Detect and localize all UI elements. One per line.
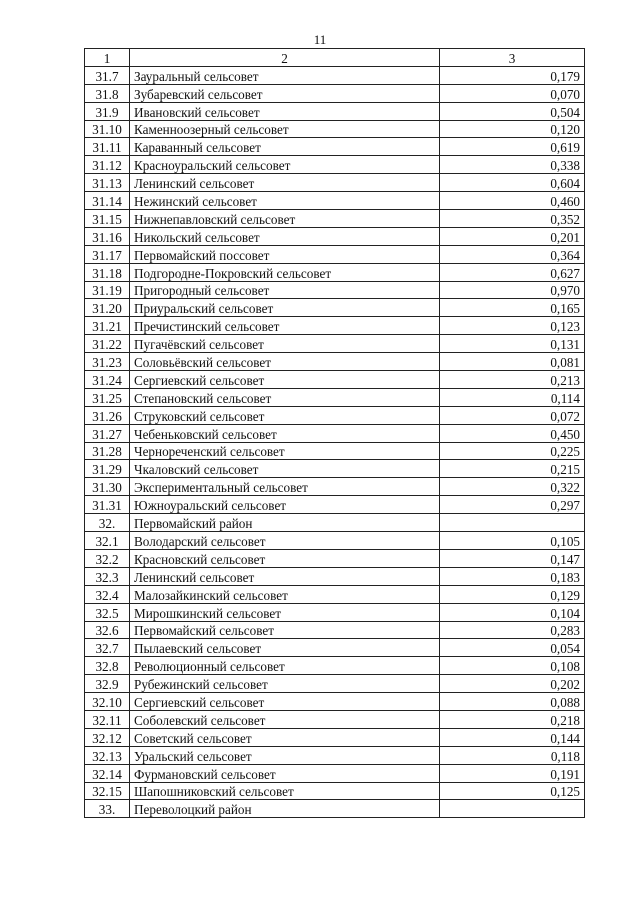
row-number-cell: 32.14 bbox=[85, 764, 130, 782]
row-value-cell: 0,191 bbox=[440, 764, 585, 782]
row-name-cell: Малозайкинский сельсовет bbox=[130, 585, 440, 603]
row-number-cell: 31.10 bbox=[85, 120, 130, 138]
row-number-cell: 32.4 bbox=[85, 585, 130, 603]
table-row bbox=[85, 675, 585, 693]
table-row bbox=[85, 281, 585, 299]
row-value-cell: 0,215 bbox=[440, 460, 585, 478]
row-name-cell: Советский сельсовет bbox=[130, 728, 440, 746]
row-value-cell: 0,202 bbox=[440, 675, 585, 693]
row-number-cell: 31.12 bbox=[85, 156, 130, 174]
row-value-cell: 0,131 bbox=[440, 335, 585, 353]
row-value-cell: 0,322 bbox=[440, 478, 585, 496]
row-name-cell: Соболевский сельсовет bbox=[130, 710, 440, 728]
row-number-cell: 31.26 bbox=[85, 406, 130, 424]
table-row bbox=[85, 549, 585, 567]
row-name-cell: Мирошкинский сельсовет bbox=[130, 603, 440, 621]
table-row bbox=[85, 353, 585, 371]
table-row bbox=[85, 657, 585, 675]
row-number-cell: 31.27 bbox=[85, 424, 130, 442]
row-number-cell: 31.31 bbox=[85, 496, 130, 514]
row-value-cell: 0,970 bbox=[440, 281, 585, 299]
row-number-cell: 32.12 bbox=[85, 728, 130, 746]
row-value-cell: 0,123 bbox=[440, 317, 585, 335]
row-value-cell: 0,081 bbox=[440, 353, 585, 371]
row-number-cell: 31.21 bbox=[85, 317, 130, 335]
table-row bbox=[85, 532, 585, 550]
table-row bbox=[85, 156, 585, 174]
row-name-cell: Южноуральский сельсовет bbox=[130, 496, 440, 514]
table-row bbox=[85, 299, 585, 317]
table-row bbox=[85, 585, 585, 603]
row-value-cell: 0,619 bbox=[440, 138, 585, 156]
row-name-cell: Революционный сельсовет bbox=[130, 657, 440, 675]
table-row bbox=[85, 424, 585, 442]
row-name-cell: Переволоцкий район bbox=[130, 800, 440, 818]
header-cell-number: 1 bbox=[85, 49, 130, 67]
row-number-cell: 31.22 bbox=[85, 335, 130, 353]
row-name-cell: Первомайский район bbox=[130, 514, 440, 532]
row-number-cell: 33. bbox=[85, 800, 130, 818]
row-name-cell: Красновский сельсовет bbox=[130, 549, 440, 567]
table-row bbox=[85, 782, 585, 800]
row-number-cell: 31.8 bbox=[85, 84, 130, 102]
row-name-cell: Нежинский сельсовет bbox=[130, 192, 440, 210]
table-row bbox=[85, 478, 585, 496]
row-name-cell: Никольский сельсовет bbox=[130, 227, 440, 245]
row-name-cell: Фурмановский сельсовет bbox=[130, 764, 440, 782]
data-table bbox=[84, 48, 585, 818]
table-row bbox=[85, 496, 585, 514]
row-name-cell: Ленинский сельсовет bbox=[130, 567, 440, 585]
row-name-cell: Первомайский поссовет bbox=[130, 245, 440, 263]
row-name-cell: Ленинский сельсовет bbox=[130, 174, 440, 192]
row-name-cell: Пугачёвский сельсовет bbox=[130, 335, 440, 353]
row-number-cell: 32.9 bbox=[85, 675, 130, 693]
table-row bbox=[85, 764, 585, 782]
table-row bbox=[85, 84, 585, 102]
row-name-cell: Подгородне-Покровский сельсовет bbox=[130, 263, 440, 281]
row-number-cell: 31.28 bbox=[85, 442, 130, 460]
row-value-cell: 0,144 bbox=[440, 728, 585, 746]
row-name-cell: Пречистинский сельсовет bbox=[130, 317, 440, 335]
table-row bbox=[85, 66, 585, 84]
row-name-cell: Соловьёвский сельсовет bbox=[130, 353, 440, 371]
row-name-cell: Шапошниковский сельсовет bbox=[130, 782, 440, 800]
row-name-cell: Володарский сельсовет bbox=[130, 532, 440, 550]
row-value-cell: 0,604 bbox=[440, 174, 585, 192]
row-name-cell: Чернореченский сельсовет bbox=[130, 442, 440, 460]
table-row bbox=[85, 693, 585, 711]
table-row bbox=[85, 192, 585, 210]
table-row bbox=[85, 388, 585, 406]
row-name-cell: Каменноозерный сельсовет bbox=[130, 120, 440, 138]
row-value-cell: 0,627 bbox=[440, 263, 585, 281]
row-number-cell: 32.8 bbox=[85, 657, 130, 675]
row-name-cell: Приуральский сельсовет bbox=[130, 299, 440, 317]
table-row bbox=[85, 603, 585, 621]
header-cell-name: 2 bbox=[130, 49, 440, 67]
row-value-cell: 0,460 bbox=[440, 192, 585, 210]
table-row bbox=[85, 514, 585, 532]
row-number-cell: 31.17 bbox=[85, 245, 130, 263]
row-name-cell: Сергиевский сельсовет bbox=[130, 693, 440, 711]
row-name-cell: Степановский сельсовет bbox=[130, 388, 440, 406]
row-value-cell: 0,352 bbox=[440, 210, 585, 228]
table-row bbox=[85, 442, 585, 460]
row-name-cell: Караванный сельсовет bbox=[130, 138, 440, 156]
row-value-cell: 0,104 bbox=[440, 603, 585, 621]
table-row bbox=[85, 710, 585, 728]
table-row bbox=[85, 138, 585, 156]
table-row bbox=[85, 371, 585, 389]
row-number-cell: 31.25 bbox=[85, 388, 130, 406]
row-number-cell: 31.11 bbox=[85, 138, 130, 156]
row-name-cell: Чебеньковский сельсовет bbox=[130, 424, 440, 442]
row-value-cell: 0,070 bbox=[440, 84, 585, 102]
table-row bbox=[85, 174, 585, 192]
row-name-cell: Зубаревский сельсовет bbox=[130, 84, 440, 102]
row-value-cell: 0,338 bbox=[440, 156, 585, 174]
row-name-cell: Первомайский сельсовет bbox=[130, 621, 440, 639]
row-number-cell: 31.14 bbox=[85, 192, 130, 210]
row-value-cell: 0,183 bbox=[440, 567, 585, 585]
row-number-cell: 31.15 bbox=[85, 210, 130, 228]
row-value-cell: 0,118 bbox=[440, 746, 585, 764]
table-body bbox=[85, 49, 585, 818]
row-number-cell: 32.10 bbox=[85, 693, 130, 711]
header-cell-value: 3 bbox=[440, 49, 585, 67]
row-number-cell: 32.5 bbox=[85, 603, 130, 621]
row-value-cell: 0,165 bbox=[440, 299, 585, 317]
row-value-cell: 0,225 bbox=[440, 442, 585, 460]
row-value-cell: 0,201 bbox=[440, 227, 585, 245]
row-value-cell: 0,125 bbox=[440, 782, 585, 800]
row-value-cell: 0,364 bbox=[440, 245, 585, 263]
table-row bbox=[85, 227, 585, 245]
row-number-cell: 31.7 bbox=[85, 66, 130, 84]
row-number-cell: 32.3 bbox=[85, 567, 130, 585]
row-value-cell bbox=[440, 800, 585, 818]
row-number-cell: 31.23 bbox=[85, 353, 130, 371]
row-name-cell: Ивановский сельсовет bbox=[130, 102, 440, 120]
table-row bbox=[85, 102, 585, 120]
row-number-cell: 31.30 bbox=[85, 478, 130, 496]
row-number-cell: 31.16 bbox=[85, 227, 130, 245]
row-name-cell: Чкаловский сельсовет bbox=[130, 460, 440, 478]
row-value-cell: 0,450 bbox=[440, 424, 585, 442]
table-row bbox=[85, 639, 585, 657]
table-row bbox=[85, 800, 585, 818]
table-header-row bbox=[85, 49, 585, 67]
row-number-cell: 32.11 bbox=[85, 710, 130, 728]
table-row bbox=[85, 317, 585, 335]
row-name-cell: Сергиевский сельсовет bbox=[130, 371, 440, 389]
table-row bbox=[85, 335, 585, 353]
row-number-cell: 32.7 bbox=[85, 639, 130, 657]
table-row bbox=[85, 245, 585, 263]
row-value-cell: 0,179 bbox=[440, 66, 585, 84]
row-value-cell: 0,297 bbox=[440, 496, 585, 514]
table-row bbox=[85, 621, 585, 639]
table-row bbox=[85, 263, 585, 281]
row-number-cell: 31.24 bbox=[85, 371, 130, 389]
row-number-cell: 32. bbox=[85, 514, 130, 532]
table-row bbox=[85, 406, 585, 424]
row-value-cell: 0,129 bbox=[440, 585, 585, 603]
table-row bbox=[85, 728, 585, 746]
row-value-cell: 0,213 bbox=[440, 371, 585, 389]
table-row bbox=[85, 567, 585, 585]
table-row bbox=[85, 120, 585, 138]
row-name-cell: Зауральный сельсовет bbox=[130, 66, 440, 84]
row-name-cell: Красноуральский сельсовет bbox=[130, 156, 440, 174]
row-number-cell: 31.9 bbox=[85, 102, 130, 120]
row-number-cell: 32.1 bbox=[85, 532, 130, 550]
row-value-cell: 0,114 bbox=[440, 388, 585, 406]
row-name-cell: Нижнепавловский сельсовет bbox=[130, 210, 440, 228]
table-row bbox=[85, 210, 585, 228]
row-value-cell: 0,120 bbox=[440, 120, 585, 138]
row-name-cell: Пылаевский сельсовет bbox=[130, 639, 440, 657]
row-name-cell: Экспериментальный сельсовет bbox=[130, 478, 440, 496]
row-number-cell: 32.15 bbox=[85, 782, 130, 800]
row-value-cell: 0,147 bbox=[440, 549, 585, 567]
row-number-cell: 31.13 bbox=[85, 174, 130, 192]
row-number-cell: 32.2 bbox=[85, 549, 130, 567]
row-value-cell: 0,054 bbox=[440, 639, 585, 657]
row-name-cell: Рубежинский сельсовет bbox=[130, 675, 440, 693]
row-value-cell: 0,218 bbox=[440, 710, 585, 728]
row-name-cell: Уральский сельсовет bbox=[130, 746, 440, 764]
table-row bbox=[85, 746, 585, 764]
row-name-cell: Пригородный сельсовет bbox=[130, 281, 440, 299]
row-value-cell bbox=[440, 514, 585, 532]
row-number-cell: 31.18 bbox=[85, 263, 130, 281]
row-value-cell: 0,072 bbox=[440, 406, 585, 424]
table-row bbox=[85, 460, 585, 478]
row-value-cell: 0,283 bbox=[440, 621, 585, 639]
row-number-cell: 31.19 bbox=[85, 281, 130, 299]
row-number-cell: 32.6 bbox=[85, 621, 130, 639]
row-value-cell: 0,504 bbox=[440, 102, 585, 120]
row-number-cell: 31.20 bbox=[85, 299, 130, 317]
page-number: 11 bbox=[313, 32, 327, 47]
row-name-cell: Струковский сельсовет bbox=[130, 406, 440, 424]
row-value-cell: 0,108 bbox=[440, 657, 585, 675]
row-value-cell: 0,088 bbox=[440, 693, 585, 711]
row-number-cell: 31.29 bbox=[85, 460, 130, 478]
row-number-cell: 32.13 bbox=[85, 746, 130, 764]
row-value-cell: 0,105 bbox=[440, 532, 585, 550]
